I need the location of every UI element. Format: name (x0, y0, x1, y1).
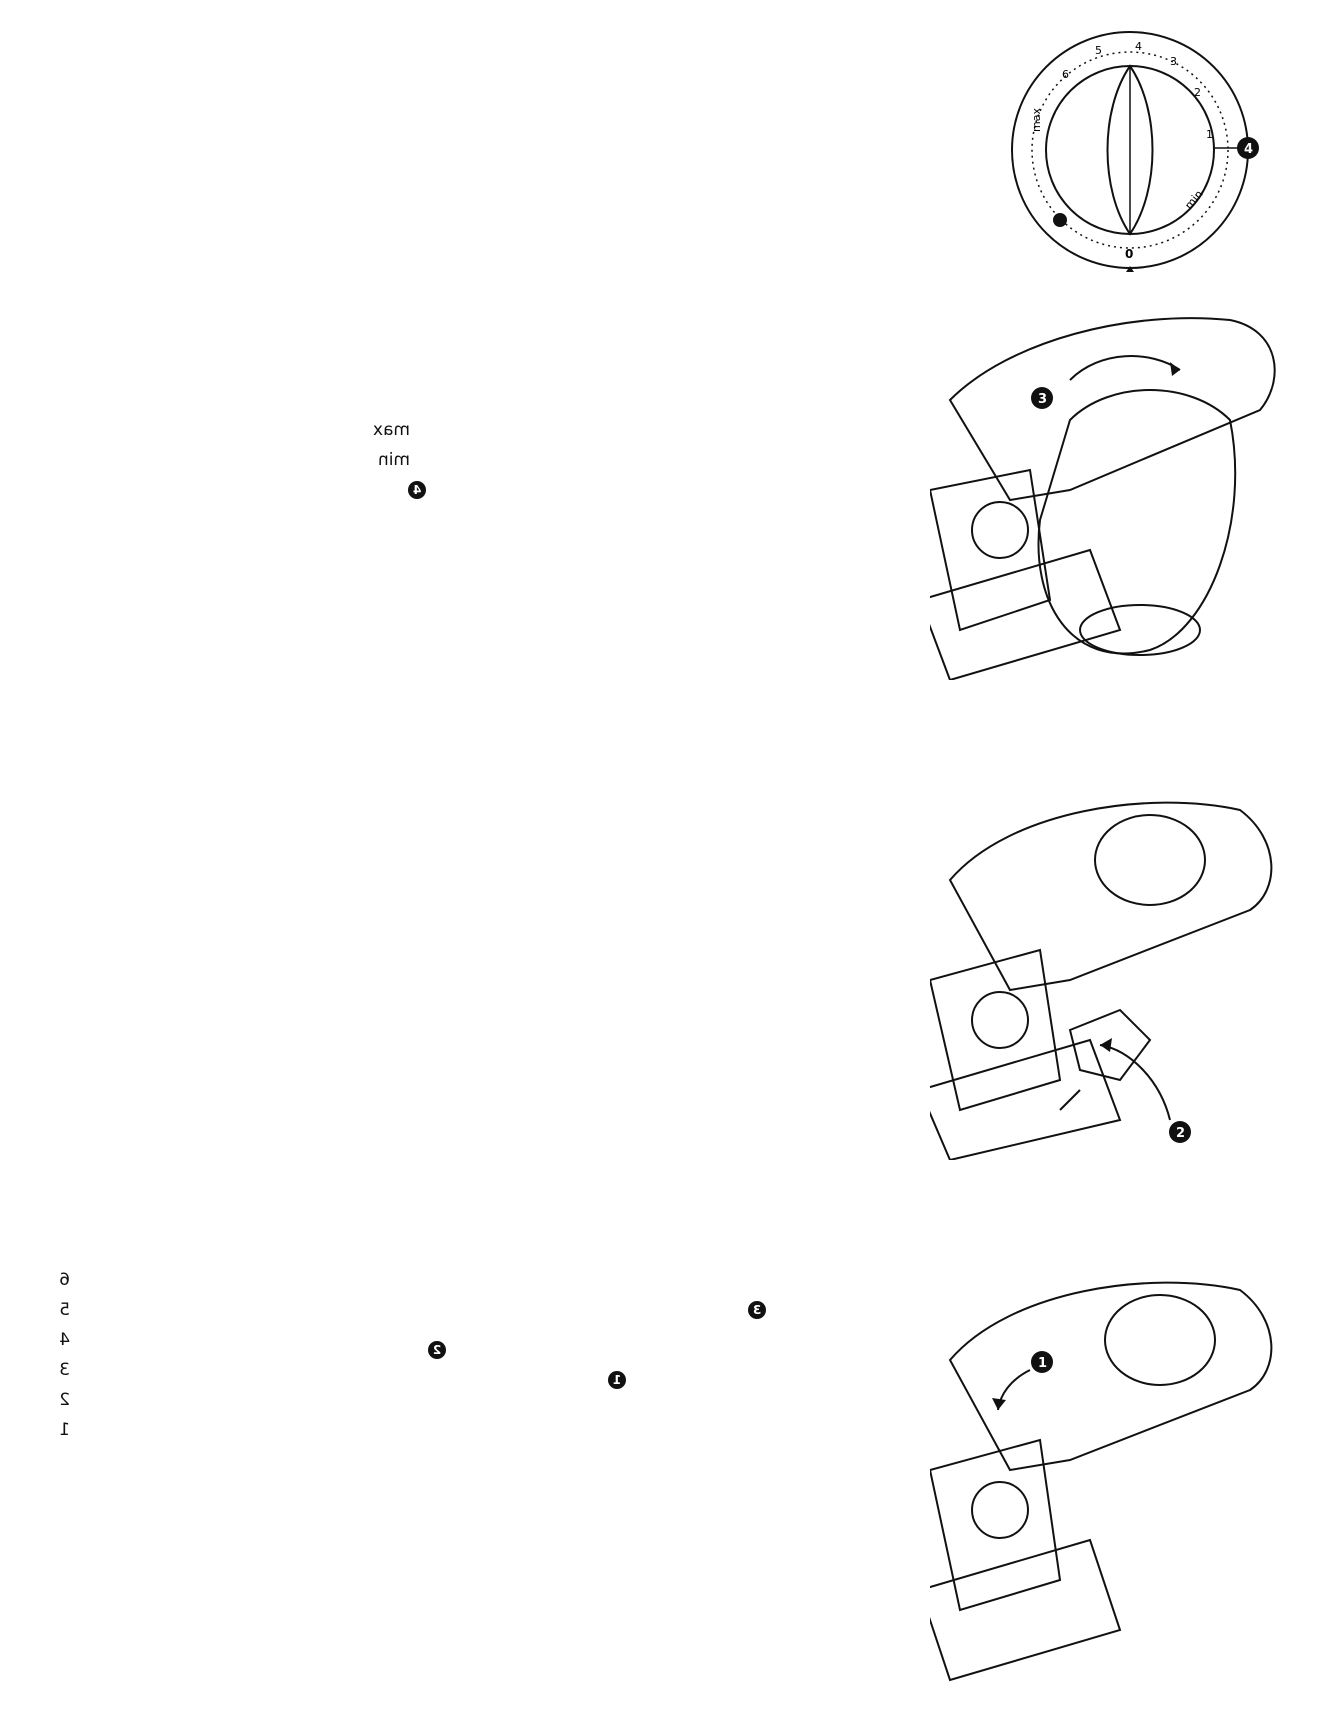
marker-3: 3 (744, 1300, 770, 1320)
dial-label-0: 0 (1125, 247, 1134, 261)
marker-1: 1 (604, 1370, 630, 1390)
min-label: min (377, 450, 410, 470)
list-number-4: 4 (59, 1330, 70, 1350)
mixer-attachment-illustration (930, 780, 1290, 1160)
dial-label-4: 4 (1135, 40, 1142, 53)
max-label: max (372, 420, 410, 440)
mixer-head-illustration (930, 1260, 1290, 1700)
mixer-bowl-illustration (930, 300, 1290, 680)
illustration-callout-3: 3 (1038, 392, 1048, 407)
list-number-5: 5 (59, 1300, 70, 1320)
dial-label-1: 1 (1206, 128, 1213, 141)
marker-4: 4 (404, 480, 430, 500)
list-number-2: 2 (59, 1390, 70, 1410)
list-number-6: 6 (59, 1270, 70, 1290)
list-number-3: 3 (59, 1360, 70, 1380)
dial-label-5: 5 (1095, 44, 1102, 57)
illustration-callout-2: 2 (1176, 1126, 1186, 1141)
dial-label-6: 6 (1062, 68, 1069, 81)
dial-label-2: 2 (1194, 86, 1201, 99)
dial-label-3: 3 (1170, 55, 1177, 68)
dial-callout: 4 (1244, 142, 1254, 157)
mixer-bowl-svg (930, 300, 1290, 680)
list-number-1: 1 (59, 1420, 70, 1440)
mixer-head-svg (930, 1260, 1290, 1700)
dial-label-max: max (1030, 108, 1043, 132)
speed-dial-svg (1000, 20, 1260, 280)
mixer-attachment-svg (930, 780, 1290, 1160)
mirrored-text-column (30, 270, 930, 1710)
dial-label-min: min (1182, 187, 1206, 212)
illustration-callout-1: 1 (1038, 1356, 1048, 1371)
speed-dial-illustration (1000, 20, 1260, 280)
marker-2: 2 (424, 1340, 450, 1360)
